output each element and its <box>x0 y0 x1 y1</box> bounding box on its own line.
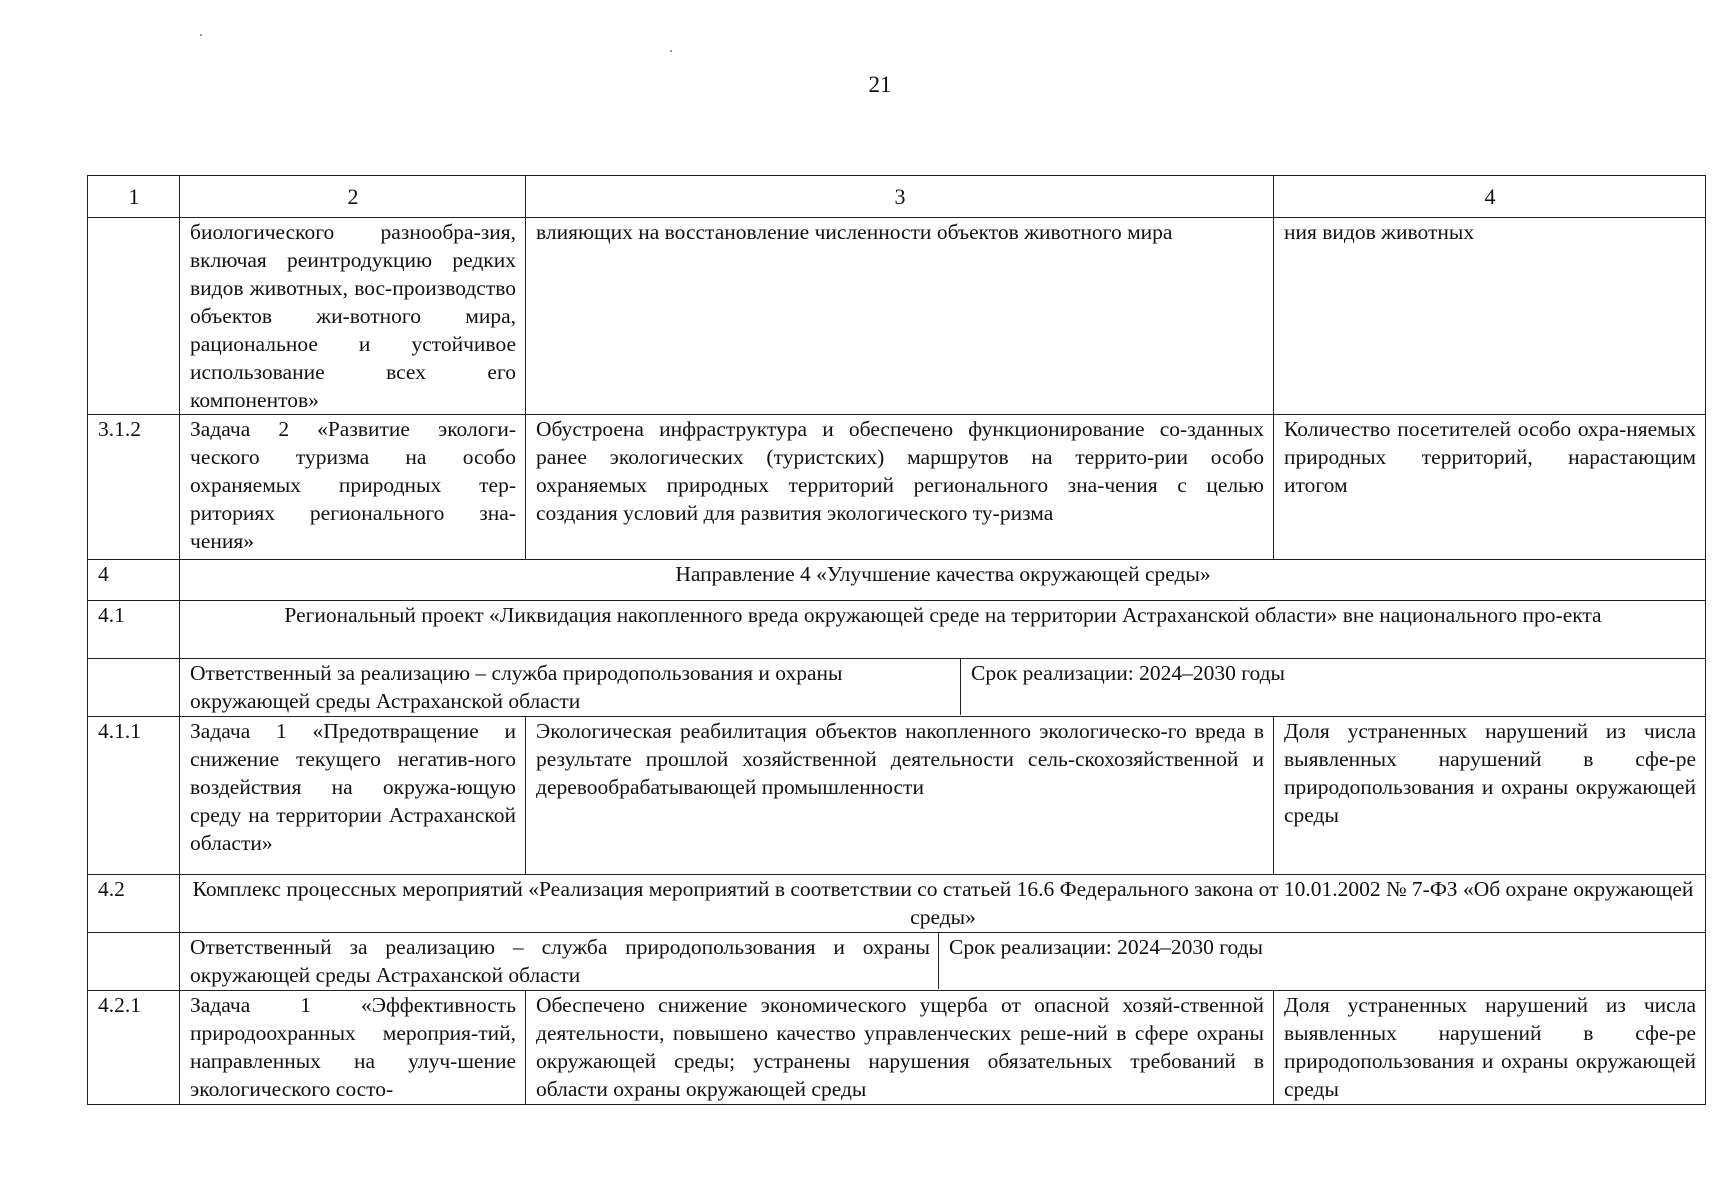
task-cell: Задача 1 «Предотвращение и снижение текущего негатив-ного воздействия на окружа-ющую среду на территории Астраханской области» <box>180 717 526 875</box>
row-number <box>88 218 180 415</box>
scan-speck <box>200 34 202 36</box>
table-row <box>88 415 1706 560</box>
table-row <box>88 717 1706 875</box>
responsible-row <box>88 659 1706 717</box>
column-header-4: 4 <box>1274 176 1706 218</box>
responsible-text: Ответственный за реализацию – служба природопользования и охраны окружающей среды Астраханской области <box>190 935 930 987</box>
project-row <box>88 601 1706 659</box>
table-header-row <box>88 176 1706 218</box>
responsible-row <box>88 933 1706 991</box>
direction-row <box>88 560 1706 601</box>
project-title: Региональный проект «Ликвидация накопленного вреда окружающей среде на территории Астраханской области» вне национального про-екта <box>180 601 1706 659</box>
table-row <box>88 991 1706 1105</box>
project-row <box>88 875 1706 933</box>
page-number: 21 <box>868 72 892 97</box>
responsible-cell <box>180 659 1706 717</box>
term-text: Срок реализации: 2024–2030 годы <box>938 933 1705 989</box>
row-number: 4.1.1 <box>88 717 180 875</box>
row-number: 4.1 <box>88 601 180 659</box>
row-number: 4 <box>88 560 180 601</box>
indicator-cell: ния видов животных <box>1274 218 1706 415</box>
responsible-cell <box>180 933 1706 991</box>
row-number: 3.1.2 <box>88 415 180 560</box>
project-title: Комплекс процессных мероприятий «Реализация мероприятий в соответствии со статьей 16.6 Федерального закона от 10.01.2002 № 7-ФЗ «Об охране окружающей среды» <box>180 875 1706 933</box>
column-header-3: 3 <box>526 176 1274 218</box>
indicator-cell: Доля устраненных нарушений из числа выявленных нарушений в сфе-ре природопользования и охраны окружающей среды <box>1274 991 1706 1105</box>
indicator-cell: Доля устраненных нарушений из числа выявленных нарушений в сфе-ре природопользования и охраны окружающей среды <box>1274 717 1706 875</box>
result-cell: Экологическая реабилитация объектов накопленного экологическо-го вреда в результате прошлой хозяйственной деятельности сель-скохозяйственной и деревообрабатывающей промышленности <box>526 717 1274 875</box>
result-cell: Обустроена инфраструктура и обеспечено функционирование со-зданных ранее экологических (туристских) маршрутов на террито-рии особо охраняемых природных территорий регионального зна-чения с целью создания условий для развития экологического ту-ризма <box>526 415 1274 560</box>
row-number: 4.2.1 <box>88 991 180 1105</box>
table-row <box>88 218 1706 415</box>
column-header-1: 1 <box>88 176 180 218</box>
empty-number-cell <box>88 659 180 717</box>
column-header-2: 2 <box>180 176 526 218</box>
scan-speck <box>670 50 672 52</box>
responsible-text: Ответственный за реализацию – служба природопользования и охраны окружающей среды Астраханской области <box>190 661 843 713</box>
task-cell: Задача 1 «Эффективность природоохранных мероприя-тий, направленных на улуч-шение экологического состо- <box>180 991 526 1105</box>
result-cell: Обеспечено снижение экономического ущерба от опасной хозяй-ственной деятельности, повышено качество управленческих реше-ний в сфере охраны окружающей среды; устранены нарушения обязательных требований в области охраны окружающей среды <box>526 991 1274 1105</box>
task-cell: Задача 2 «Развитие экологи-ческого туризма на особо охраняемых природных тер-риториях регионального зна-чения» <box>180 415 526 560</box>
term-text: Срок реализации: 2024–2030 годы <box>960 659 1705 715</box>
task-cell: биологического разнообра-зия, включая реинтродукцию редких видов животных, вос-производство объектов жи-вотного мира, рациональное и устойчивое использование всех его компонентов» <box>180 218 526 415</box>
program-table <box>87 175 1706 1105</box>
row-number: 4.2 <box>88 875 180 933</box>
direction-title: Направление 4 «Улучшение качества окружающей среды» <box>180 560 1706 601</box>
empty-number-cell <box>88 933 180 991</box>
indicator-cell: Количество посетителей особо охра-няемых природных территорий, нарастающим итогом <box>1274 415 1706 560</box>
result-cell: влияющих на восстановление численности объектов животного мира <box>526 218 1274 415</box>
